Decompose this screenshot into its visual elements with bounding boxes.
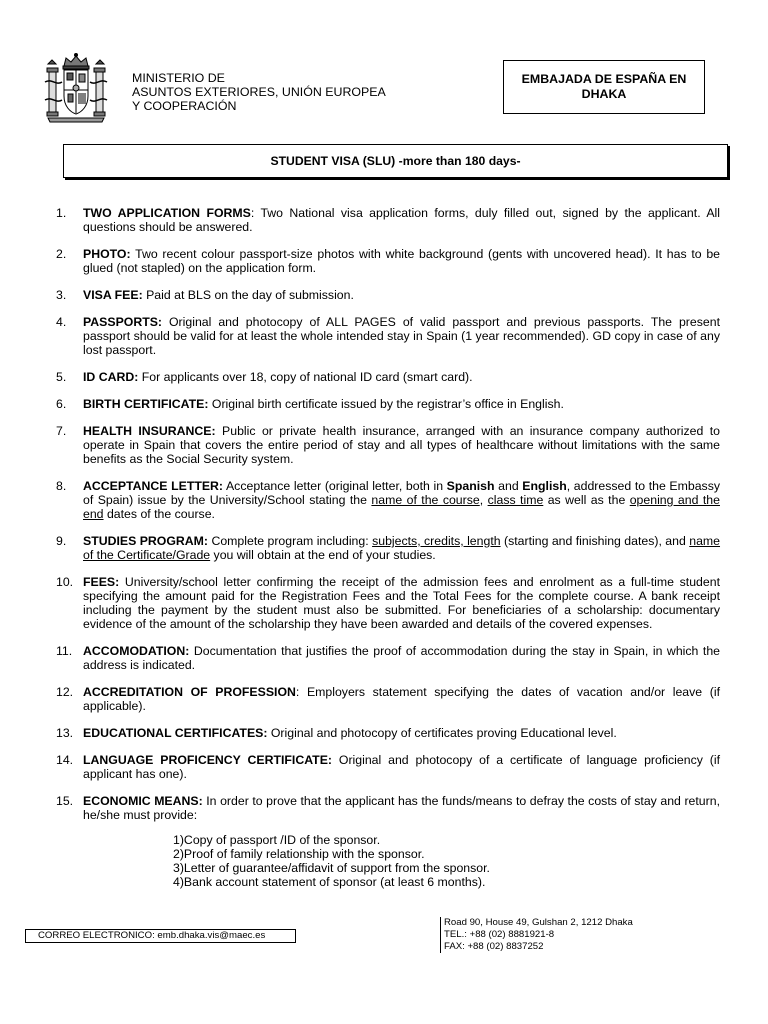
- economic-means-item: 3)Letter of guarantee/affidavit of support from the sponsor.: [173, 861, 490, 875]
- requirement-heading: HEALTH INSURANCE:: [83, 424, 216, 438]
- requirement-run: (starting and finishing dates), and: [500, 534, 690, 548]
- requirement-run: Documentation that justifies the proof of accommodation during the stay in Spain, in which the address is indicated.: [83, 644, 720, 672]
- address-line: Road 90, House 49, Gulshan 2, 1212 Dhaka: [444, 917, 633, 928]
- economic-means-item: 2)Proof of family relationship with the sponsor.: [173, 847, 425, 861]
- requirement-run: Two recent colour passport-size photos with white background (gents with uncovered head). It has to be glued (not stapled) on the application form.: [83, 247, 720, 275]
- requirement-text: [83, 794, 720, 822]
- requirement-run: name of the course: [371, 493, 480, 507]
- requirement-run: dates of the course.: [103, 507, 215, 521]
- address-line: FAX: +88 (02) 8837252: [444, 941, 544, 952]
- requirement-number: 1.: [56, 206, 67, 220]
- requirement-text: [83, 370, 720, 384]
- requirement-text: [83, 575, 720, 631]
- requirement-number: 14.: [56, 753, 74, 767]
- requirement-run: subjects, credits, length: [372, 534, 501, 548]
- economic-means-item: 1)Copy of passport /ID of the sponsor.: [173, 833, 381, 847]
- requirement-item: [0, 794, 768, 822]
- requirement-heading: EDUCATIONAL CERTIFICATES:: [83, 726, 268, 740]
- requirement-run: Public or private health insurance, arranged with an insurance company authorized to operate in Spain that covers the entire period of stay and all types of healthcare without limitations with the same benefits as the Social Security system.: [83, 424, 720, 466]
- ministry-line: ASUNTOS EXTERIORES, UNIÓN EUROPEA: [132, 85, 386, 99]
- requirement-text: [83, 644, 720, 672]
- address-line: TEL.: +88 (02) 8881921-8: [444, 929, 555, 940]
- requirement-heading: VISA FEE:: [83, 288, 143, 302]
- requirement-text: [83, 685, 720, 713]
- requirement-heading: BIRTH CERTIFICATE:: [83, 397, 209, 411]
- ministry-line: MINISTERIO DE: [132, 71, 225, 85]
- email-box: [25, 929, 296, 943]
- requirement-run: Original and photocopy of a certificate of language proficiency (if applicant has one).: [83, 753, 720, 781]
- requirement-run: Original and photocopy of certificates proving Educational level.: [267, 726, 617, 740]
- requirement-item: [0, 575, 768, 631]
- requirement-run: you will obtain at the end of your studies.: [210, 548, 436, 562]
- requirement-heading: ECONOMIC MEANS:: [83, 794, 203, 808]
- requirement-number: 6.: [56, 397, 67, 411]
- requirement-text: [83, 479, 720, 521]
- requirement-run: For applicants over 18, copy of national ID card (smart card).: [138, 370, 473, 384]
- requirement-item: [0, 370, 768, 384]
- requirement-heading: ID CARD:: [83, 370, 139, 384]
- requirement-run: as well as the: [543, 493, 630, 507]
- requirement-heading: ACCEPTANCE LETTER:: [83, 479, 224, 493]
- requirement-text: [83, 315, 720, 357]
- document-title: STUDENT VISA (SLU) -more than 180 days-: [270, 154, 521, 168]
- requirement-text: [83, 424, 720, 466]
- requirement-run: University/school letter confirming the receipt of the admission fees and enrolment as a full-time student specifying the amount paid for the Registration Fees and the Total Fees for the complete course. A bank receipt including the payment by the student must also be submitted. For beneficiaries of a scholarship: documentary evidence of the amount of the scholarship they have been awarded and details of the covered expenses.: [83, 575, 720, 631]
- requirements-list: [0, 206, 768, 889]
- email-text: CORREO ELECTRONICO: emb.dhaka.vis@maec.es: [38, 930, 266, 941]
- document-title-box: [63, 144, 728, 178]
- economic-means-list: [173, 833, 768, 889]
- requirement-number: 3.: [56, 288, 67, 302]
- requirement-text: [83, 247, 720, 275]
- requirement-number: 15.: [56, 794, 74, 808]
- requirement-run: ,: [479, 493, 488, 507]
- requirement-number: 11.: [56, 644, 73, 658]
- ministry-name: [132, 71, 386, 113]
- requirement-text: [83, 753, 720, 781]
- requirement-number: 2.: [56, 247, 67, 261]
- requirement-heading: TWO APPLICATION FORMS: [83, 206, 251, 220]
- requirement-run: opening and the end: [83, 493, 720, 521]
- requirement-number: 9.: [56, 534, 67, 548]
- requirement-item: [0, 206, 768, 234]
- requirement-run: , addressed to the Embassy of Spain) issue by the University/School stating the: [83, 479, 720, 507]
- requirement-item: [0, 685, 768, 713]
- requirement-text: [83, 726, 720, 740]
- requirement-item: [0, 397, 768, 411]
- requirement-item: [0, 424, 768, 466]
- requirement-item: [0, 315, 768, 357]
- requirement-heading: STUDIES PROGRAM:: [83, 534, 209, 548]
- requirement-number: 7.: [56, 424, 67, 438]
- embassy-line: EMBAJADA DE ESPAÑA EN: [521, 72, 687, 86]
- requirement-item: [0, 247, 768, 275]
- requirement-number: 12.: [56, 685, 74, 699]
- requirement-text: [83, 397, 720, 411]
- requirement-item: [0, 726, 768, 740]
- requirement-run: class time: [487, 493, 544, 507]
- requirement-run: Original and photocopy of ALL PAGES of valid passport and previous passports. The present passport should be valid for at least the whole intended stay in Spain (1 year recommended). GD copy in case of any lost passport.: [83, 315, 720, 357]
- requirement-number: 4.: [56, 315, 67, 329]
- embassy-line: DHAKA: [581, 87, 627, 101]
- requirement-number: 5.: [56, 370, 67, 384]
- embassy-address: [440, 917, 633, 953]
- requirement-run: Complete program including:: [208, 534, 373, 548]
- requirement-run: Original birth certificate issued by the registrar’s office in English.: [208, 397, 564, 411]
- requirement-heading: LANGUAGE PROFICENCY CERTIFICATE:: [83, 753, 332, 767]
- requirement-number: 8.: [56, 479, 67, 493]
- requirement-heading: PHOTO:: [83, 247, 131, 261]
- requirement-heading: FEES:: [83, 575, 120, 589]
- embassy-box: [503, 60, 705, 114]
- requirement-run: Acceptance letter (original letter, both in: [223, 479, 447, 493]
- requirement-number: 10.: [56, 575, 74, 589]
- requirement-run: : Two National visa application forms, duly filled out, signed by the applicant. All questions should be answered.: [83, 206, 720, 234]
- requirement-run: : Employers statement specifying the dates of vacation and/or leave (if applicable).: [83, 685, 720, 713]
- requirement-item: [0, 479, 768, 521]
- requirement-item: [0, 753, 768, 781]
- requirement-text: [83, 206, 720, 234]
- requirement-heading: ACCREDITATION OF PROFESSION: [83, 685, 296, 699]
- requirement-item: [0, 644, 768, 672]
- economic-means-item: 4)Bank account statement of sponsor (at least 6 months).: [173, 875, 486, 889]
- requirement-run: name of the Certificate/Grade: [83, 534, 721, 562]
- requirement-heading: Spanish: [446, 479, 495, 493]
- ministry-line: Y COOPERACIÓN: [132, 99, 237, 113]
- spain-coat-of-arms-icon: [44, 52, 108, 124]
- requirement-heading: English: [522, 479, 567, 493]
- requirement-item: [0, 288, 768, 302]
- requirement-heading: PASSPORTS:: [83, 315, 163, 329]
- requirement-item: [0, 534, 768, 562]
- requirement-heading: ACCOMODATION:: [83, 644, 190, 658]
- requirement-run: In order to prove that the applicant has the funds/means to defray the costs of stay and return, he/she must provide:: [83, 794, 720, 822]
- requirement-text: [83, 534, 720, 562]
- requirement-number: 13.: [56, 726, 74, 740]
- requirement-run: and: [494, 479, 523, 493]
- requirement-text: [83, 288, 720, 302]
- requirement-run: Paid at BLS on the day of submission.: [142, 288, 354, 302]
